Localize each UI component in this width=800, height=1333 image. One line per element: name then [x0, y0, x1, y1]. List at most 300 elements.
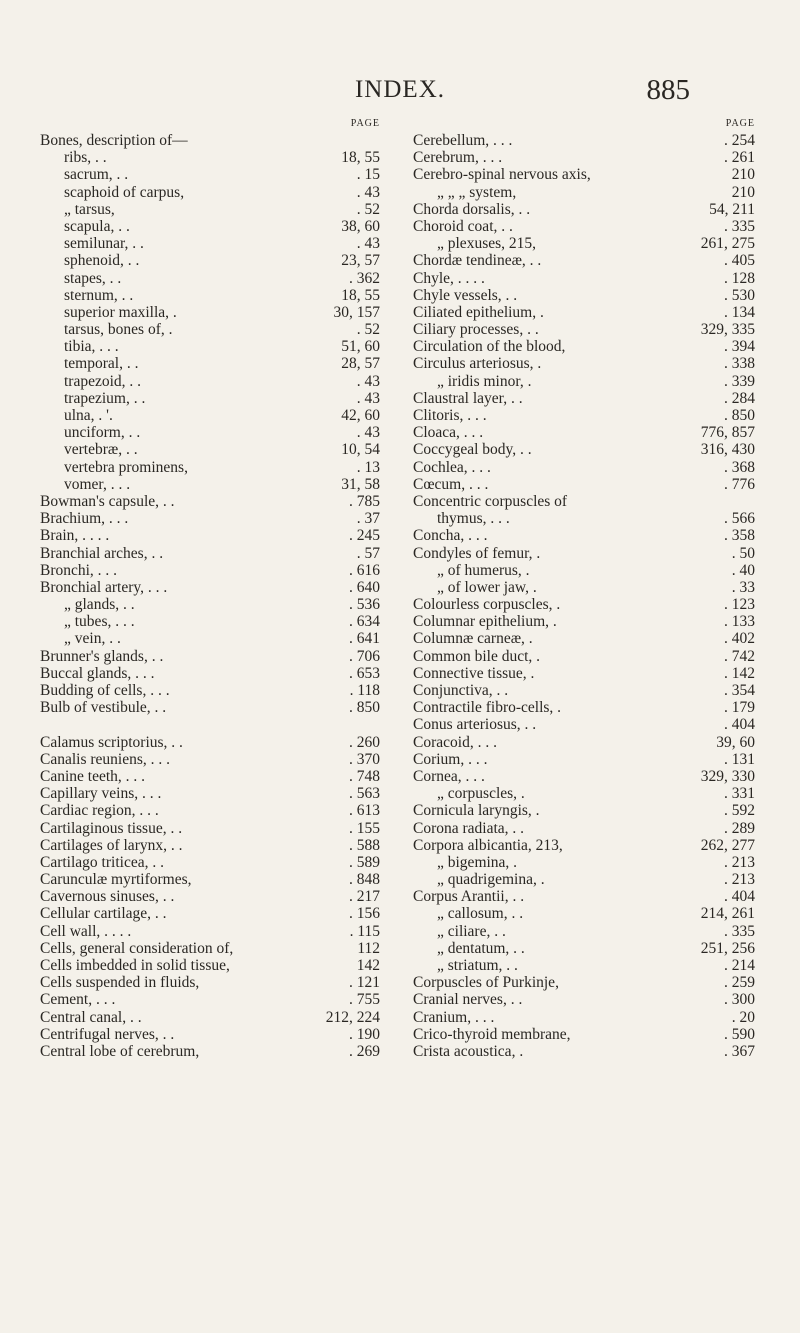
entry-page-ref: . 43 [356, 424, 380, 442]
entry-term: „ of lower jaw, . [437, 578, 537, 596]
entry-page-ref: 262, 277 [700, 836, 755, 854]
entry-page-ref: . 335 [724, 922, 755, 940]
entry-term: sphenoid, . . [64, 252, 140, 270]
index-column-left [40, 116, 380, 1060]
entry-term: Coccygeal body, . . [413, 441, 532, 459]
entry-page-ref: . 776 [724, 475, 755, 493]
entry-page-ref: 39, 60 [716, 733, 755, 751]
entry-page-ref: . 133 [724, 613, 755, 631]
index-entry [413, 579, 755, 596]
index-entry [413, 441, 755, 458]
index-entry [413, 940, 755, 957]
index-entry [413, 905, 755, 922]
entry-page-ref: . 589 [349, 853, 380, 871]
entry-page-ref: . 261 [724, 149, 755, 167]
entry-term: Central lobe of cerebrum, [40, 1042, 200, 1060]
entry-page-ref: 142 [356, 957, 380, 974]
entry-page-ref: . 370 [349, 750, 380, 768]
index-entry [40, 1009, 380, 1026]
entry-page-ref: . 634 [349, 613, 380, 631]
index-entry [413, 768, 755, 785]
entry-page-ref: . 404 [724, 716, 755, 734]
entry-term: scapula, . . [64, 217, 130, 235]
entry-page-ref: 18, 55 [341, 149, 380, 167]
entry-term: vomer, . . . [64, 475, 131, 493]
index-entry [40, 785, 380, 802]
entry-term: Cement, . . . [40, 991, 116, 1009]
entry-term: Cranium, . . . [413, 1008, 495, 1026]
entry-term: Cartilaginous tissue, . . [40, 819, 183, 837]
entry-term: trapezium, . . [64, 389, 146, 407]
index-entry [40, 974, 380, 991]
entry-term: „ ciliare, . . [437, 922, 506, 940]
index-entry [40, 476, 380, 493]
entry-page-ref: 54, 211 [709, 200, 755, 218]
entry-term: Ciliary processes, . . [413, 321, 539, 339]
index-entry [40, 837, 380, 854]
index-entry [40, 630, 380, 647]
index-entry [40, 390, 380, 407]
entry-page-ref: . 214 [724, 957, 755, 974]
entry-term: unciform, . . [64, 424, 141, 442]
index-entry [40, 166, 380, 183]
entry-term: „ iridis minor, . [437, 372, 532, 390]
entry-term: Cloaca, . . . [413, 424, 484, 442]
entry-term: Cerebro-spinal nervous axis, [413, 166, 591, 184]
index-entry [413, 854, 755, 871]
index-entry [413, 235, 755, 252]
index-entry [40, 184, 380, 201]
entry-term: ribs, . . [64, 149, 107, 167]
entry-page-ref: . 358 [724, 527, 755, 545]
index-entry [40, 751, 380, 768]
entry-term: Cardiac region, . . . [40, 802, 159, 820]
entry-page-ref: . 128 [724, 269, 755, 287]
index-entry [413, 407, 755, 424]
page-header [0, 76, 800, 110]
entry-page-ref: . 850 [349, 699, 380, 717]
index-entry [413, 1026, 755, 1043]
index-entry [413, 476, 755, 493]
entry-page-ref: . 592 [724, 802, 755, 820]
entry-term: Bronchial artery, . . . [40, 578, 168, 596]
entry-page-ref: . 588 [349, 836, 380, 854]
entry-term: „ plexuses, 215, [437, 235, 537, 253]
entry-term: Connective tissue, . [413, 664, 535, 682]
entry-page-ref: . 131 [724, 750, 755, 768]
entry-term: trapezoid, . . [64, 372, 142, 390]
entry-page-ref: . 362 [349, 269, 380, 287]
entry-term: Crico-thyroid membrane, [413, 1025, 571, 1043]
entry-page-ref: 38, 60 [341, 217, 380, 235]
entry-term: „ callosum, . . [437, 905, 524, 923]
entry-term: Corpus Arantii, . . [413, 888, 525, 906]
entry-page-ref: . 335 [724, 217, 755, 235]
entry-page-ref: . 156 [349, 905, 380, 923]
entry-term: Common bile duct, . [413, 647, 541, 665]
index-entry [413, 648, 755, 665]
entry-term: Chyle vessels, . . [413, 286, 518, 304]
entry-page-ref: . 37 [356, 510, 380, 528]
entry-term: Coracoid, . . . [413, 733, 497, 751]
entry-page-ref: . 848 [349, 871, 380, 889]
entry-term: Central canal, . . [40, 1008, 142, 1026]
index-entry [413, 424, 755, 441]
index-entry [40, 871, 380, 888]
entry-term: „ dentatum, . . [437, 939, 525, 957]
index-entry [40, 355, 380, 372]
index-entry [40, 802, 380, 819]
entry-page-ref: . 616 [349, 561, 380, 579]
index-entry [413, 716, 755, 733]
page-column-label: PAGE [725, 118, 755, 129]
entry-page-ref: . 367 [724, 1042, 755, 1060]
index-entry [40, 321, 380, 338]
index-entry [413, 459, 755, 476]
entry-page-ref: . 850 [724, 407, 755, 424]
entry-page-ref: . 613 [349, 802, 380, 820]
entry-page-ref: 251, 256 [700, 939, 755, 957]
index-entry [413, 355, 755, 372]
entry-page-ref: . 134 [724, 303, 755, 321]
entry-page-ref: . 563 [349, 785, 380, 803]
entry-page-ref: 23, 57 [341, 252, 380, 270]
entry-page-ref: . 213 [724, 871, 755, 889]
entry-term: thymus, . . . [437, 510, 510, 528]
entry-term: Cell wall, . . . . [40, 922, 132, 940]
entry-page-ref: . 115 [349, 922, 380, 940]
index-entry [40, 579, 380, 596]
index-entry [40, 407, 380, 424]
index-entry [413, 321, 755, 338]
entry-page-ref: . 121 [349, 974, 380, 992]
entry-page-ref: . 217 [349, 888, 380, 906]
entry-page-ref: 214, 261 [700, 905, 755, 923]
entry-page-ref: . 404 [724, 888, 755, 906]
entry-term: Bowman's capsule, . . [40, 492, 175, 510]
entry-term: vertebræ, . . [64, 441, 138, 459]
index-entry [40, 888, 380, 905]
entry-term: Cells suspended in fluids, [40, 974, 200, 992]
entry-page-ref: . 269 [349, 1042, 380, 1060]
index-entry [413, 132, 755, 149]
entry-page-ref: . 284 [724, 389, 755, 407]
entry-page-ref: . 52 [356, 200, 380, 218]
entry-page-ref: 10, 54 [341, 441, 380, 459]
index-entry [40, 562, 380, 579]
entry-term: Capillary veins, . . . [40, 785, 162, 803]
index-entry [413, 751, 755, 768]
page-title: INDEX. [354, 76, 445, 103]
entry-page-ref: . 785 [349, 492, 380, 510]
entry-page-ref: . 57 [356, 544, 380, 562]
index-entry [413, 991, 755, 1008]
entry-page-ref: 210 [731, 166, 755, 184]
index-entry [40, 613, 380, 630]
entry-term: Crista acoustica, . [413, 1042, 524, 1060]
entry-term: Corpuscles of Purkinje, [413, 974, 559, 992]
entry-term: Bones, description of— [40, 132, 188, 149]
index-entry [413, 613, 755, 630]
entry-term: „ striatum, . . [437, 957, 518, 974]
entry-term: Columnæ carneæ, . [413, 630, 533, 648]
entry-page-ref: . 43 [356, 235, 380, 253]
entry-page-ref: . 260 [349, 733, 380, 751]
entry-page-ref: 329, 335 [700, 321, 755, 339]
entry-term: „ tarsus, [64, 200, 115, 218]
entry-page-ref: . 402 [724, 630, 755, 648]
entry-term: Carunculæ myrtiformes, [40, 871, 192, 889]
entry-page-ref: 42, 60 [341, 407, 380, 424]
entry-term: Budding of cells, . . . [40, 682, 170, 699]
index-entry [413, 888, 755, 905]
index-entry [40, 527, 380, 544]
entry-term: Cœcum, . . . [413, 475, 489, 493]
entry-term: Cells, general consideration of, [40, 939, 234, 957]
index-entry [413, 493, 755, 510]
index-entry [40, 648, 380, 665]
entry-page-ref: 316, 430 [700, 441, 755, 459]
index-entry [40, 218, 380, 235]
index-entry [40, 338, 380, 355]
entry-page-ref: . 43 [356, 372, 380, 390]
entry-term: superior maxilla, . [64, 303, 177, 321]
entry-page-ref: . 259 [724, 974, 755, 992]
index-entry [413, 974, 755, 991]
index-entry [40, 957, 380, 974]
entry-term: Corpora albicantia, 213, [413, 836, 563, 854]
index-entry [413, 802, 755, 819]
entry-term: Chyle, . . . . [413, 269, 485, 287]
entry-term: Buccal glands, . . . [40, 664, 155, 682]
index-entry [413, 338, 755, 355]
entry-page-ref: 212, 224 [325, 1008, 380, 1026]
entry-term: Condyles of femur, . [413, 544, 541, 562]
entry-page-ref: . 368 [724, 458, 755, 476]
entry-term: vertebra prominens, [64, 458, 188, 476]
index-entry [413, 304, 755, 321]
entry-term: Cavernous sinuses, . . [40, 888, 175, 906]
entry-term: Cells imbedded in solid tissue, [40, 957, 230, 974]
index-entry [413, 184, 755, 201]
entry-page-ref: . 653 [349, 664, 380, 682]
entry-page-ref: . 338 [724, 355, 755, 373]
index-entry [413, 923, 755, 940]
index-entry [413, 287, 755, 304]
entry-term: Colourless corpuscles, . [413, 596, 561, 614]
index-entry [40, 991, 380, 1008]
index-entry [40, 373, 380, 390]
entry-page-ref: . 123 [724, 596, 755, 614]
index-entry [40, 768, 380, 785]
entry-page-ref: . 20 [731, 1008, 755, 1026]
index-entry [413, 837, 755, 854]
entry-page-ref: . 15 [356, 166, 380, 184]
entry-page-ref: . 706 [349, 647, 380, 665]
entry-page-ref: 31, 58 [341, 475, 380, 493]
entry-page-ref: 28, 57 [341, 355, 380, 373]
index-entry [413, 1009, 755, 1026]
entry-term: Canalis reuniens, . . . [40, 750, 171, 768]
index-entry [40, 270, 380, 287]
entry-term: sternum, . . [64, 286, 134, 304]
entry-term: Clitoris, . . . [413, 407, 487, 424]
entry-term: Circulation of the blood, [413, 338, 566, 356]
entry-term: „ „ „ system, [437, 183, 517, 201]
index-entry [40, 304, 380, 321]
index-entry [40, 510, 380, 527]
entry-page-ref: . 254 [724, 132, 755, 149]
index-entry [413, 562, 755, 579]
entry-page-ref: . 33 [731, 578, 755, 596]
entry-term: Branchial arches, . . [40, 544, 164, 562]
index-entry [40, 682, 380, 699]
index-entry [413, 252, 755, 269]
entry-page-ref: . 155 [349, 819, 380, 837]
entry-term: Brunner's glands, . . [40, 647, 164, 665]
index-entries-left [40, 132, 380, 1060]
index-entry [40, 1043, 380, 1060]
index-entry [413, 201, 755, 218]
entry-term: „ glands, . . [64, 596, 135, 614]
index-entry [40, 665, 380, 682]
entry-term: Ciliated epithelium, . [413, 303, 544, 321]
index-entry [40, 923, 380, 940]
index-entry [40, 201, 380, 218]
index-entry [413, 1043, 755, 1060]
index-entry [40, 252, 380, 269]
entry-page-ref: . 641 [349, 630, 380, 648]
index-entry [40, 820, 380, 837]
entry-page-ref: 776, 857 [700, 424, 755, 442]
entry-page-ref: . 640 [349, 578, 380, 596]
entry-term: Corona radiata, . . [413, 819, 525, 837]
entry-page-ref: . 50 [731, 544, 755, 562]
entry-page-ref: 112 [357, 939, 380, 957]
entry-term: „ quadrigemina, . [437, 871, 545, 889]
entry-term: Brain, . . . . [40, 527, 110, 545]
index-entry [413, 785, 755, 802]
entry-page-ref: . 300 [724, 991, 755, 1009]
index-entry [413, 527, 755, 544]
entry-term: Cornicula laryngis, . [413, 802, 540, 820]
entry-page-ref: . 43 [356, 183, 380, 201]
entry-page-ref: . 289 [724, 819, 755, 837]
entry-term: Conjunctiva, . . [413, 682, 509, 699]
entry-page-ref: . 245 [349, 527, 380, 545]
index-entry [413, 270, 755, 287]
index-entry [40, 287, 380, 304]
entry-term: Contractile fibro-cells, . [413, 699, 562, 717]
entry-term: ulna, . '. [64, 407, 113, 424]
entry-page-ref: . 742 [724, 647, 755, 665]
entry-page-ref: . 331 [724, 785, 755, 803]
entry-term: Concha, . . . [413, 527, 488, 545]
entry-page-ref: 51, 60 [341, 338, 380, 356]
entry-page-ref: . 43 [356, 389, 380, 407]
entry-term: „ of humerus, . [437, 561, 530, 579]
index-entry [40, 905, 380, 922]
entry-term: Canine teeth, . . . [40, 767, 146, 785]
entry-term: stapes, . . [64, 269, 122, 287]
entry-page-ref: . 13 [356, 458, 380, 476]
entry-term: Bulb of vestibule, . . [40, 699, 167, 717]
entry-term: Cranial nerves, . . [413, 991, 523, 1009]
entry-page-ref: . 190 [349, 1025, 380, 1043]
entry-term: Chordæ tendineæ, . . [413, 252, 542, 270]
index-entry [413, 630, 755, 647]
index-entry [413, 373, 755, 390]
entry-term: Concentric corpuscles of [413, 492, 568, 510]
index-entry [413, 390, 755, 407]
entry-term: Corium, . . . [413, 750, 488, 768]
entry-term: Cerebellum, . . . [413, 132, 513, 149]
entry-term: „ bigemina, . [437, 853, 518, 871]
entry-page-ref: . 590 [724, 1025, 755, 1043]
entry-page-ref: . 213 [724, 853, 755, 871]
entry-term: Claustral layer, . . [413, 389, 523, 407]
index-entry [40, 149, 380, 166]
entry-page-ref: 329, 330 [700, 767, 755, 785]
index-column-right [413, 116, 755, 1060]
entry-page-ref: . 394 [724, 338, 755, 356]
entry-term: Cellular cartilage, . . [40, 905, 167, 923]
index-entry [40, 459, 380, 476]
entry-term: Columnar epithelium, . [413, 613, 557, 631]
entry-term: sacrum, . . [64, 166, 129, 184]
entry-term: temporal, . . [64, 355, 139, 373]
entry-term: Bronchi, . . . [40, 561, 118, 579]
entry-term: Cartilages of larynx, . . [40, 836, 183, 854]
index-entry [40, 940, 380, 957]
entry-page-ref: . 118 [349, 682, 380, 699]
entry-term: „ tubes, . . . [64, 613, 135, 631]
index-entry [40, 441, 380, 458]
entry-page-ref: . 354 [724, 682, 755, 699]
entry-term: Cornea, . . . [413, 767, 485, 785]
index-entry [413, 166, 755, 183]
entry-page-ref: . 530 [724, 286, 755, 304]
index-entries-right [413, 132, 755, 1060]
index-entry [40, 716, 380, 733]
entry-term: Chorda dorsalis, . . [413, 200, 531, 218]
entry-page-ref: 18, 55 [341, 286, 380, 304]
index-entry [413, 820, 755, 837]
index-entry [40, 854, 380, 871]
entry-term: tarsus, bones of, . [64, 321, 173, 339]
entry-page-ref: 210 [731, 183, 755, 201]
entry-term: Cartilago triticea, . . [40, 853, 164, 871]
index-entry [40, 132, 380, 149]
index-entry [413, 149, 755, 166]
entry-page-ref: . 52 [356, 321, 380, 339]
page-column-label: PAGE [350, 118, 380, 129]
index-entry [413, 596, 755, 613]
index-entry [413, 957, 755, 974]
entry-term: Centrifugal nerves, . . [40, 1025, 175, 1043]
page-number: 885 [646, 74, 690, 106]
index-entry [40, 596, 380, 613]
entry-term: semilunar, . . [64, 235, 144, 253]
entry-term: Circulus arteriosus, . [413, 355, 542, 373]
index-entry [413, 510, 755, 527]
entry-page-ref: . 339 [724, 372, 755, 390]
entry-term: tibia, . . . [64, 338, 119, 356]
entry-term: Conus arteriosus, . . [413, 716, 537, 734]
entry-page-ref: . 179 [724, 699, 755, 717]
entry-term: Choroid coat, . . [413, 217, 513, 235]
entry-page-ref: . 566 [724, 510, 755, 528]
